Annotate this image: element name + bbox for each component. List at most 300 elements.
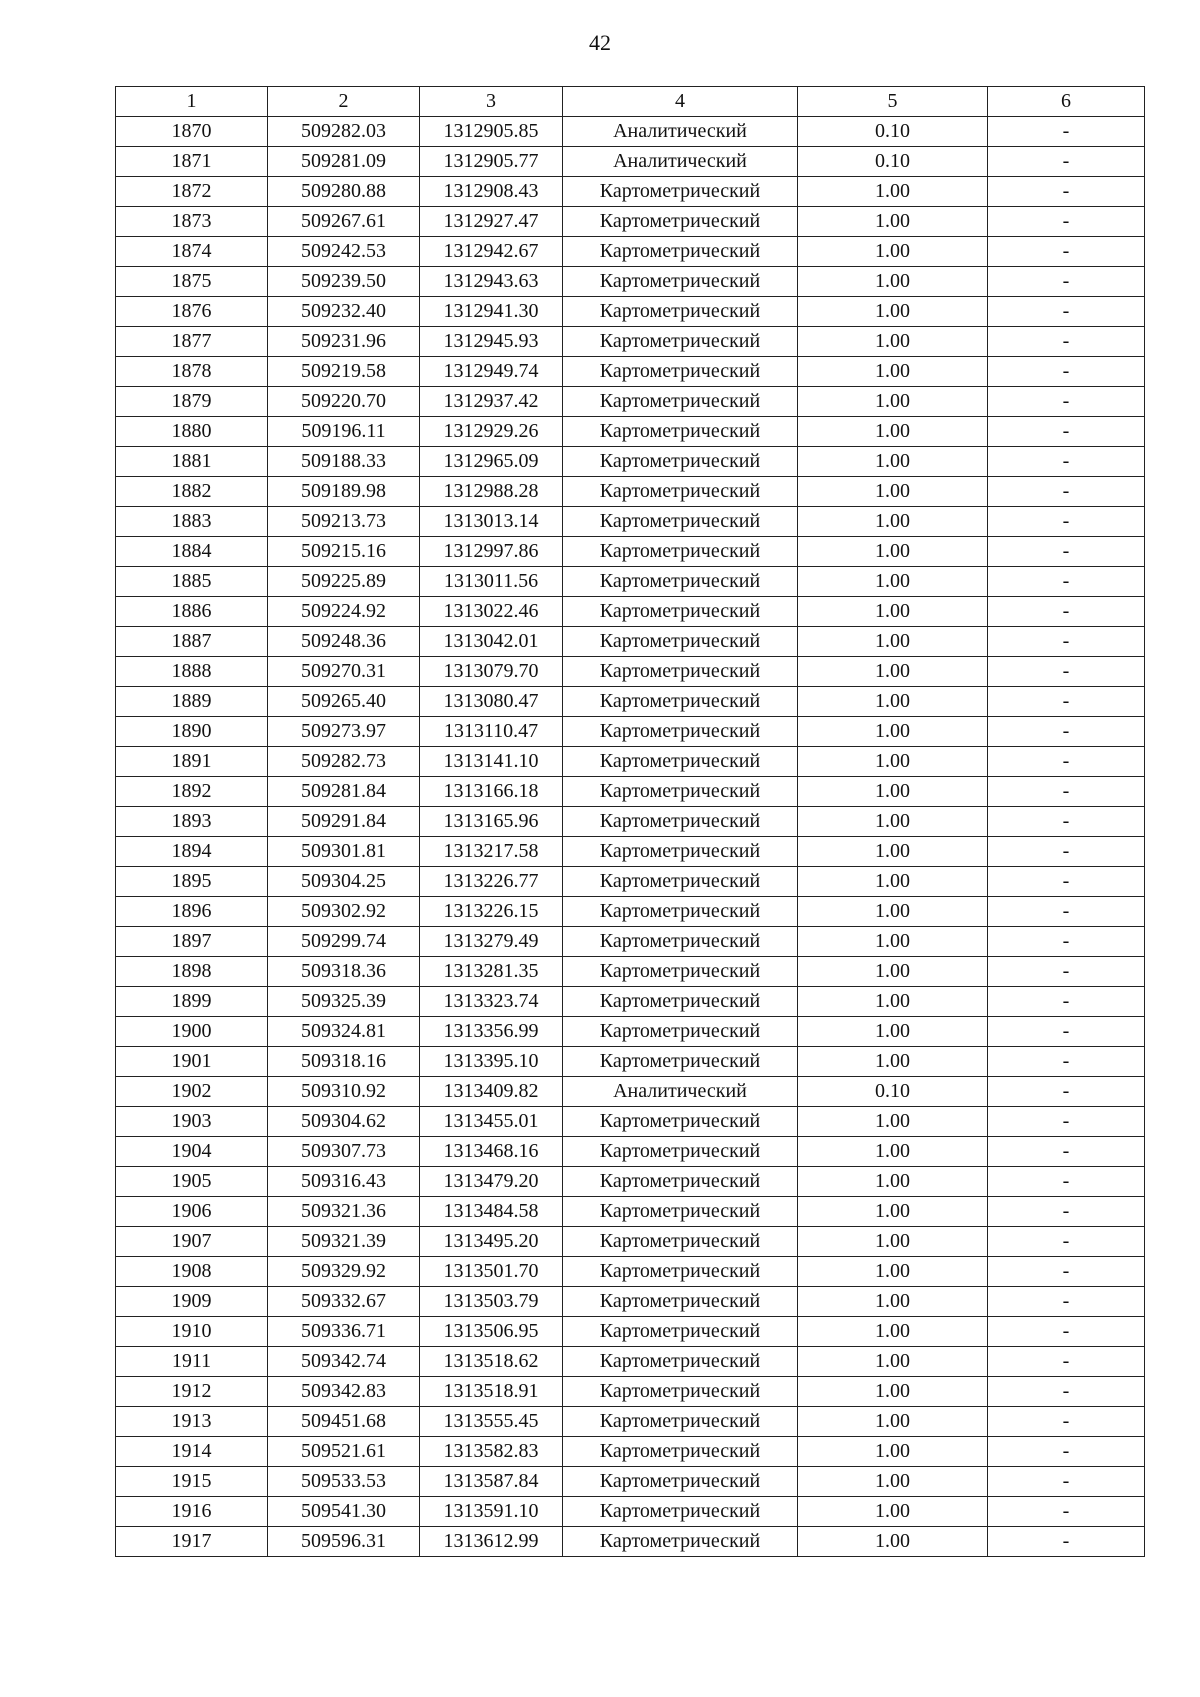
y-coordinate-cell: 1313468.16: [420, 1137, 563, 1167]
y-coordinate-cell: 1312988.28: [420, 477, 563, 507]
note-cell: -: [988, 1527, 1145, 1557]
method-cell: Картометрический: [563, 717, 798, 747]
point-number-cell: 1902: [116, 1077, 268, 1107]
method-cell: Картометрический: [563, 1137, 798, 1167]
point-number-cell: 1885: [116, 567, 268, 597]
point-number-cell: 1896: [116, 897, 268, 927]
point-number-cell: 1917: [116, 1527, 268, 1557]
point-number-cell: 1898: [116, 957, 268, 987]
method-cell: Картометрический: [563, 237, 798, 267]
x-coordinate-cell: 509307.73: [268, 1137, 420, 1167]
x-coordinate-cell: 509239.50: [268, 267, 420, 297]
accuracy-cell: 1.00: [798, 1287, 988, 1317]
point-number-cell: 1911: [116, 1347, 268, 1377]
accuracy-cell: 1.00: [798, 327, 988, 357]
accuracy-cell: 1.00: [798, 477, 988, 507]
table-row: [116, 1497, 1145, 1527]
x-coordinate-cell: 509342.83: [268, 1377, 420, 1407]
y-coordinate-cell: 1312942.67: [420, 237, 563, 267]
x-coordinate-cell: 509596.31: [268, 1527, 420, 1557]
note-cell: -: [988, 1077, 1145, 1107]
point-number-cell: 1895: [116, 867, 268, 897]
y-coordinate-cell: 1313226.77: [420, 867, 563, 897]
accuracy-cell: 1.00: [798, 717, 988, 747]
note-cell: -: [988, 447, 1145, 477]
table-row: [116, 867, 1145, 897]
accuracy-cell: 1.00: [798, 1407, 988, 1437]
accuracy-cell: 1.00: [798, 1257, 988, 1287]
point-number-cell: 1916: [116, 1497, 268, 1527]
y-coordinate-cell: 1312929.26: [420, 417, 563, 447]
table-row: [116, 1437, 1145, 1467]
point-number-cell: 1900: [116, 1017, 268, 1047]
accuracy-cell: 1.00: [798, 747, 988, 777]
accuracy-cell: 1.00: [798, 1197, 988, 1227]
method-cell: Картометрический: [563, 357, 798, 387]
x-coordinate-cell: 509321.36: [268, 1197, 420, 1227]
x-coordinate-cell: 509224.92: [268, 597, 420, 627]
accuracy-cell: 1.00: [798, 1377, 988, 1407]
method-cell: Картометрический: [563, 987, 798, 1017]
x-coordinate-cell: 509281.09: [268, 147, 420, 177]
note-cell: -: [988, 357, 1145, 387]
x-coordinate-cell: 509318.36: [268, 957, 420, 987]
method-cell: Картометрический: [563, 1437, 798, 1467]
y-coordinate-cell: 1312943.63: [420, 267, 563, 297]
point-number-cell: 1877: [116, 327, 268, 357]
method-cell: Аналитический: [563, 1077, 798, 1107]
table-row: [116, 807, 1145, 837]
x-coordinate-cell: 509280.88: [268, 177, 420, 207]
accuracy-cell: 1.00: [798, 687, 988, 717]
y-coordinate-cell: 1313518.91: [420, 1377, 563, 1407]
y-coordinate-cell: 1312905.77: [420, 147, 563, 177]
method-cell: Картометрический: [563, 267, 798, 297]
accuracy-cell: 1.00: [798, 357, 988, 387]
y-coordinate-cell: 1313518.62: [420, 1347, 563, 1377]
point-number-cell: 1881: [116, 447, 268, 477]
x-coordinate-cell: 509282.03: [268, 117, 420, 147]
x-coordinate-cell: 509324.81: [268, 1017, 420, 1047]
table-row: [116, 1377, 1145, 1407]
x-coordinate-cell: 509325.39: [268, 987, 420, 1017]
table-row: [116, 147, 1145, 177]
accuracy-cell: 1.00: [798, 1017, 988, 1047]
x-coordinate-cell: 509220.70: [268, 387, 420, 417]
table-row: [116, 1467, 1145, 1497]
y-coordinate-cell: 1312927.47: [420, 207, 563, 237]
x-coordinate-cell: 509281.84: [268, 777, 420, 807]
point-number-cell: 1915: [116, 1467, 268, 1497]
accuracy-cell: 1.00: [798, 867, 988, 897]
point-number-cell: 1879: [116, 387, 268, 417]
method-cell: Картометрический: [563, 1167, 798, 1197]
method-cell: Картометрический: [563, 1497, 798, 1527]
y-coordinate-cell: 1313110.47: [420, 717, 563, 747]
table-row: [116, 567, 1145, 597]
y-coordinate-cell: 1313166.18: [420, 777, 563, 807]
accuracy-cell: 1.00: [798, 177, 988, 207]
table-row: [116, 1257, 1145, 1287]
table-row: [116, 1347, 1145, 1377]
note-cell: -: [988, 987, 1145, 1017]
table-row: [116, 447, 1145, 477]
point-number-cell: 1910: [116, 1317, 268, 1347]
note-cell: -: [988, 537, 1145, 567]
method-cell: Аналитический: [563, 147, 798, 177]
table-row: [116, 987, 1145, 1017]
note-cell: -: [988, 1497, 1145, 1527]
note-cell: -: [988, 1197, 1145, 1227]
y-coordinate-cell: 1312945.93: [420, 327, 563, 357]
x-coordinate-cell: 509302.92: [268, 897, 420, 927]
method-cell: Картометрический: [563, 957, 798, 987]
method-cell: Картометрический: [563, 1317, 798, 1347]
table-row: [116, 297, 1145, 327]
y-coordinate-cell: 1313080.47: [420, 687, 563, 717]
method-cell: Картометрический: [563, 1017, 798, 1047]
accuracy-cell: 1.00: [798, 567, 988, 597]
note-cell: -: [988, 177, 1145, 207]
x-coordinate-cell: 509301.81: [268, 837, 420, 867]
note-cell: -: [988, 867, 1145, 897]
method-cell: Картометрический: [563, 777, 798, 807]
table-row: [116, 1407, 1145, 1437]
accuracy-cell: 1.00: [798, 207, 988, 237]
x-coordinate-cell: 509213.73: [268, 507, 420, 537]
table-row: [116, 1017, 1145, 1047]
point-number-cell: 1893: [116, 807, 268, 837]
x-coordinate-cell: 509188.33: [268, 447, 420, 477]
method-cell: Картометрический: [563, 1527, 798, 1557]
note-cell: -: [988, 327, 1145, 357]
table-row: [116, 207, 1145, 237]
table-row: [116, 267, 1145, 297]
method-cell: Картометрический: [563, 1107, 798, 1137]
table-row: [116, 957, 1145, 987]
y-coordinate-cell: 1313011.56: [420, 567, 563, 597]
table-row: [116, 627, 1145, 657]
accuracy-cell: 1.00: [798, 507, 988, 537]
accuracy-cell: 0.10: [798, 147, 988, 177]
y-coordinate-cell: 1312905.85: [420, 117, 563, 147]
point-number-cell: 1891: [116, 747, 268, 777]
method-cell: Картометрический: [563, 1407, 798, 1437]
y-coordinate-cell: 1312997.86: [420, 537, 563, 567]
point-number-cell: 1874: [116, 237, 268, 267]
method-cell: Картометрический: [563, 657, 798, 687]
y-coordinate-cell: 1313501.70: [420, 1257, 563, 1287]
point-number-cell: 1887: [116, 627, 268, 657]
note-cell: -: [988, 1227, 1145, 1257]
x-coordinate-cell: 509225.89: [268, 567, 420, 597]
note-cell: -: [988, 1047, 1145, 1077]
y-coordinate-cell: 1313042.01: [420, 627, 563, 657]
y-coordinate-cell: 1313323.74: [420, 987, 563, 1017]
y-coordinate-cell: 1313395.10: [420, 1047, 563, 1077]
y-coordinate-cell: 1313281.35: [420, 957, 563, 987]
x-coordinate-cell: 509242.53: [268, 237, 420, 267]
y-coordinate-cell: 1313356.99: [420, 1017, 563, 1047]
table-row: [116, 1527, 1145, 1557]
y-coordinate-cell: 1312908.43: [420, 177, 563, 207]
note-cell: -: [988, 117, 1145, 147]
note-cell: -: [988, 957, 1145, 987]
point-number-cell: 1914: [116, 1437, 268, 1467]
table-row: [116, 327, 1145, 357]
header-cell-2: 2: [268, 87, 420, 117]
method-cell: Картометрический: [563, 1047, 798, 1077]
table-row: [116, 387, 1145, 417]
point-number-cell: 1890: [116, 717, 268, 747]
table-row: [116, 1227, 1145, 1257]
table-row: [116, 237, 1145, 267]
accuracy-cell: 1.00: [798, 447, 988, 477]
point-number-cell: 1909: [116, 1287, 268, 1317]
x-coordinate-cell: 509248.36: [268, 627, 420, 657]
note-cell: -: [988, 207, 1145, 237]
y-coordinate-cell: 1313165.96: [420, 807, 563, 837]
table-row: [116, 1077, 1145, 1107]
accuracy-cell: 1.00: [798, 1497, 988, 1527]
y-coordinate-cell: 1313587.84: [420, 1467, 563, 1497]
point-number-cell: 1899: [116, 987, 268, 1017]
header-cell-5: 5: [798, 87, 988, 117]
method-cell: Картометрический: [563, 177, 798, 207]
method-cell: Картометрический: [563, 1257, 798, 1287]
point-number-cell: 1880: [116, 417, 268, 447]
x-coordinate-cell: 509318.16: [268, 1047, 420, 1077]
point-number-cell: 1871: [116, 147, 268, 177]
y-coordinate-cell: 1312965.09: [420, 447, 563, 477]
method-cell: Картометрический: [563, 807, 798, 837]
note-cell: -: [988, 807, 1145, 837]
y-coordinate-cell: 1313217.58: [420, 837, 563, 867]
y-coordinate-cell: 1312941.30: [420, 297, 563, 327]
method-cell: Картометрический: [563, 327, 798, 357]
accuracy-cell: 1.00: [798, 1107, 988, 1137]
note-cell: -: [988, 687, 1145, 717]
method-cell: Картометрический: [563, 567, 798, 597]
note-cell: -: [988, 567, 1145, 597]
x-coordinate-cell: 509316.43: [268, 1167, 420, 1197]
x-coordinate-cell: 509265.40: [268, 687, 420, 717]
accuracy-cell: 1.00: [798, 267, 988, 297]
table-row: [116, 507, 1145, 537]
method-cell: Картометрический: [563, 1287, 798, 1317]
x-coordinate-cell: 509273.97: [268, 717, 420, 747]
note-cell: -: [988, 897, 1145, 927]
point-number-cell: 1888: [116, 657, 268, 687]
x-coordinate-cell: 509336.71: [268, 1317, 420, 1347]
point-number-cell: 1883: [116, 507, 268, 537]
y-coordinate-cell: 1312949.74: [420, 357, 563, 387]
table-row: [116, 927, 1145, 957]
accuracy-cell: 1.00: [798, 987, 988, 1017]
table-row: [116, 117, 1145, 147]
x-coordinate-cell: 509219.58: [268, 357, 420, 387]
table-row: [116, 177, 1145, 207]
x-coordinate-cell: 509231.96: [268, 327, 420, 357]
method-cell: Картометрический: [563, 1197, 798, 1227]
accuracy-cell: 1.00: [798, 807, 988, 837]
x-coordinate-cell: 509270.31: [268, 657, 420, 687]
point-number-cell: 1886: [116, 597, 268, 627]
header-cell-4: 4: [563, 87, 798, 117]
table-row: [116, 1047, 1145, 1077]
point-number-cell: 1903: [116, 1107, 268, 1137]
x-coordinate-cell: 509321.39: [268, 1227, 420, 1257]
table-row: [116, 687, 1145, 717]
table-header: [116, 87, 1145, 117]
table-row: [116, 1107, 1145, 1137]
accuracy-cell: 1.00: [798, 1347, 988, 1377]
accuracy-cell: 1.00: [798, 417, 988, 447]
method-cell: Аналитический: [563, 117, 798, 147]
note-cell: -: [988, 1317, 1145, 1347]
note-cell: -: [988, 297, 1145, 327]
note-cell: -: [988, 1377, 1145, 1407]
accuracy-cell: 1.00: [798, 927, 988, 957]
coordinates-table: [115, 86, 1145, 1557]
note-cell: -: [988, 1347, 1145, 1377]
y-coordinate-cell: 1313141.10: [420, 747, 563, 777]
table-row: [116, 747, 1145, 777]
accuracy-cell: 1.00: [798, 1437, 988, 1467]
accuracy-cell: 0.10: [798, 117, 988, 147]
point-number-cell: 1878: [116, 357, 268, 387]
accuracy-cell: 1.00: [798, 957, 988, 987]
method-cell: Картометрический: [563, 207, 798, 237]
note-cell: -: [988, 477, 1145, 507]
table-row: [116, 417, 1145, 447]
method-cell: Картометрический: [563, 927, 798, 957]
method-cell: Картометрический: [563, 1467, 798, 1497]
table-row: [116, 1287, 1145, 1317]
x-coordinate-cell: 509541.30: [268, 1497, 420, 1527]
note-cell: -: [988, 237, 1145, 267]
x-coordinate-cell: 509451.68: [268, 1407, 420, 1437]
x-coordinate-cell: 509232.40: [268, 297, 420, 327]
method-cell: Картометрический: [563, 687, 798, 717]
point-number-cell: 1913: [116, 1407, 268, 1437]
point-number-cell: 1907: [116, 1227, 268, 1257]
point-number-cell: 1875: [116, 267, 268, 297]
method-cell: Картометрический: [563, 1227, 798, 1257]
y-coordinate-cell: 1313612.99: [420, 1527, 563, 1557]
accuracy-cell: 1.00: [798, 1047, 988, 1077]
x-coordinate-cell: 509299.74: [268, 927, 420, 957]
method-cell: Картометрический: [563, 597, 798, 627]
x-coordinate-cell: 509196.11: [268, 417, 420, 447]
y-coordinate-cell: 1313479.20: [420, 1167, 563, 1197]
accuracy-cell: 1.00: [798, 657, 988, 687]
note-cell: -: [988, 927, 1145, 957]
accuracy-cell: 1.00: [798, 1137, 988, 1167]
point-number-cell: 1908: [116, 1257, 268, 1287]
note-cell: -: [988, 747, 1145, 777]
y-coordinate-cell: 1313079.70: [420, 657, 563, 687]
accuracy-cell: 1.00: [798, 237, 988, 267]
point-number-cell: 1876: [116, 297, 268, 327]
y-coordinate-cell: 1313555.45: [420, 1407, 563, 1437]
note-cell: -: [988, 147, 1145, 177]
x-coordinate-cell: 509332.67: [268, 1287, 420, 1317]
accuracy-cell: 1.00: [798, 297, 988, 327]
accuracy-cell: 1.00: [798, 537, 988, 567]
point-number-cell: 1904: [116, 1137, 268, 1167]
y-coordinate-cell: 1313495.20: [420, 1227, 563, 1257]
y-coordinate-cell: 1313503.79: [420, 1287, 563, 1317]
x-coordinate-cell: 509533.53: [268, 1467, 420, 1497]
y-coordinate-cell: 1313022.46: [420, 597, 563, 627]
header-cell-3: 3: [420, 87, 563, 117]
table-row: [116, 1317, 1145, 1347]
point-number-cell: 1906: [116, 1197, 268, 1227]
note-cell: -: [988, 387, 1145, 417]
table-row: [116, 837, 1145, 867]
note-cell: -: [988, 507, 1145, 537]
table-row: [116, 777, 1145, 807]
y-coordinate-cell: 1313484.58: [420, 1197, 563, 1227]
method-cell: Картометрический: [563, 897, 798, 927]
point-number-cell: 1897: [116, 927, 268, 957]
method-cell: Картометрический: [563, 537, 798, 567]
point-number-cell: 1882: [116, 477, 268, 507]
y-coordinate-cell: 1313279.49: [420, 927, 563, 957]
y-coordinate-cell: 1313013.14: [420, 507, 563, 537]
method-cell: Картометрический: [563, 447, 798, 477]
x-coordinate-cell: 509304.62: [268, 1107, 420, 1137]
point-number-cell: 1884: [116, 537, 268, 567]
point-number-cell: 1905: [116, 1167, 268, 1197]
y-coordinate-cell: 1313582.83: [420, 1437, 563, 1467]
point-number-cell: 1870: [116, 117, 268, 147]
accuracy-cell: 1.00: [798, 1467, 988, 1497]
note-cell: -: [988, 657, 1145, 687]
accuracy-cell: 1.00: [798, 1167, 988, 1197]
table-row: [116, 1197, 1145, 1227]
point-number-cell: 1889: [116, 687, 268, 717]
note-cell: -: [988, 1167, 1145, 1197]
table-body: [116, 117, 1145, 1557]
note-cell: -: [988, 597, 1145, 627]
method-cell: Картометрический: [563, 417, 798, 447]
y-coordinate-cell: 1313506.95: [420, 1317, 563, 1347]
x-coordinate-cell: 509310.92: [268, 1077, 420, 1107]
method-cell: Картометрический: [563, 477, 798, 507]
accuracy-cell: 1.00: [798, 597, 988, 627]
note-cell: -: [988, 627, 1145, 657]
method-cell: Картометрический: [563, 867, 798, 897]
x-coordinate-cell: 509291.84: [268, 807, 420, 837]
x-coordinate-cell: 509521.61: [268, 1437, 420, 1467]
y-coordinate-cell: 1313226.15: [420, 897, 563, 927]
table-row: [116, 897, 1145, 927]
note-cell: -: [988, 1107, 1145, 1137]
table-row: [116, 537, 1145, 567]
accuracy-cell: 1.00: [798, 777, 988, 807]
table-row: [116, 1137, 1145, 1167]
header-row: [116, 87, 1145, 117]
x-coordinate-cell: 509304.25: [268, 867, 420, 897]
y-coordinate-cell: 1313591.10: [420, 1497, 563, 1527]
point-number-cell: 1872: [116, 177, 268, 207]
page-number: 42: [589, 30, 611, 55]
header-cell-1: 1: [116, 87, 268, 117]
note-cell: -: [988, 1407, 1145, 1437]
header-cell-6: 6: [988, 87, 1145, 117]
